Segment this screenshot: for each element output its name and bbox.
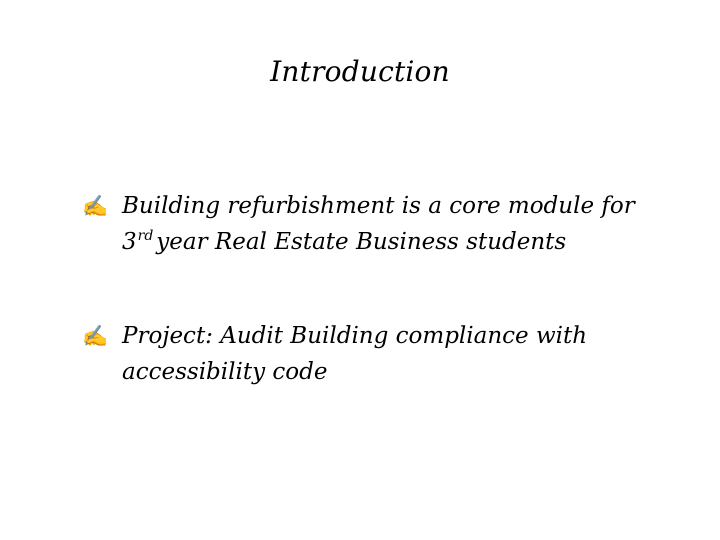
bullet-item-project <box>82 318 642 390</box>
bullet-text <box>122 188 642 260</box>
ordinal-superscript: rd <box>137 228 154 244</box>
bullet-text-part-1: Building refurbishment is a core module for 3 <box>122 193 635 255</box>
slide-title: Introduction <box>270 55 450 88</box>
bullet-text: Project: Audit Building compliance with accessibility code <box>122 323 588 385</box>
bullet-text-part-2: year Real Estate Business students <box>156 229 567 255</box>
bullet-item-module <box>82 188 642 260</box>
writing-hand-icon: ✍ <box>82 194 109 218</box>
writing-hand-icon: ✍ <box>82 324 109 348</box>
